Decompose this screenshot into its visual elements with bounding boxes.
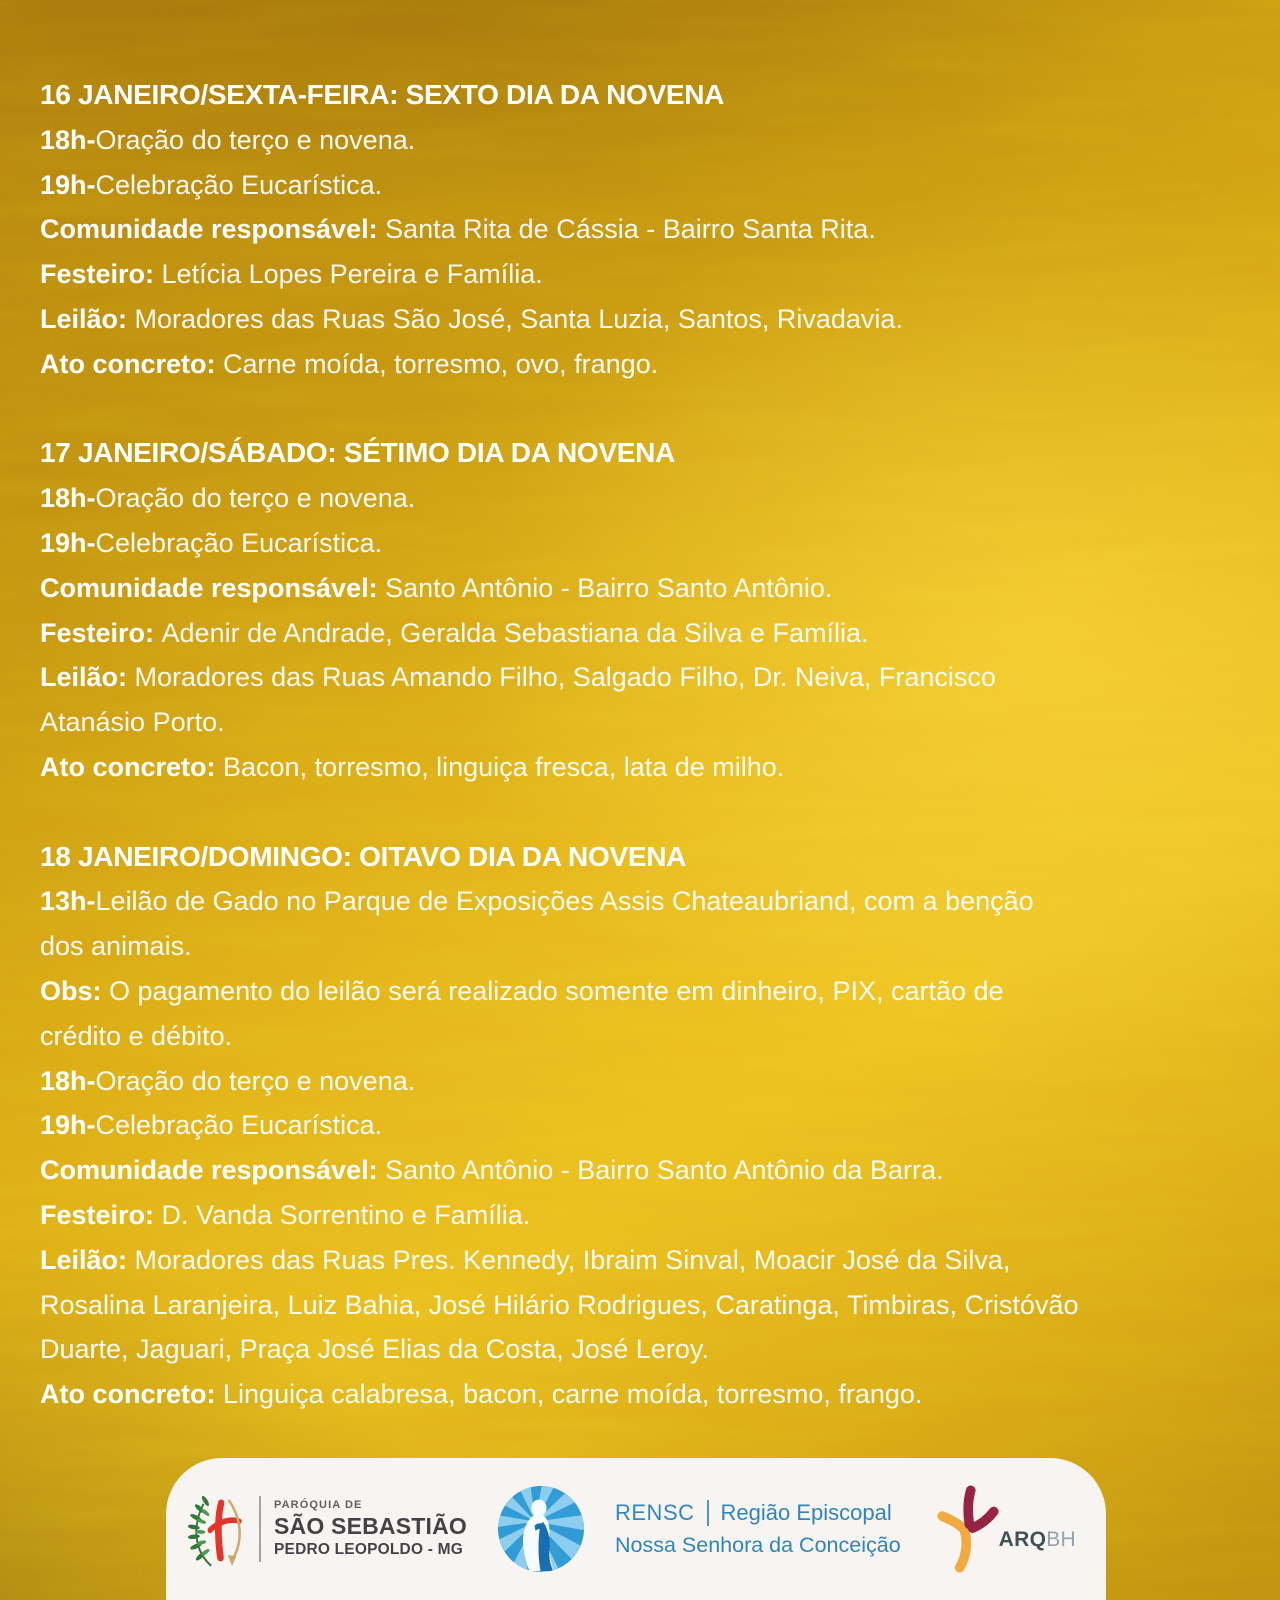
schedule-line: Ato concreto: Bacon, torresmo, linguiça fresca, lata de milho. bbox=[40, 751, 785, 782]
parish-text bbox=[274, 1499, 467, 1559]
schedule-line: Leilão: Moradores das Ruas Pres. Kennedy, Ibraim Sinval, Moacir José da Silva, bbox=[40, 1244, 1011, 1275]
footer-logos bbox=[166, 1458, 1106, 1600]
parish-name: SÃO SEBASTIÃO bbox=[274, 1513, 468, 1539]
schedule-line: Festeiro: D. Vanda Sorrentino e Família. bbox=[40, 1199, 531, 1230]
section-title: 16 JANEIRO/SEXTA-FEIRA: SEXTO DIA DA NOVENA bbox=[40, 79, 725, 110]
schedule-line: Ato concreto: Linguiça calabresa, bacon, carne moída, torresmo, frango. bbox=[40, 1379, 923, 1410]
section-title: 18 JANEIRO/DOMINGO: OITAVO DIA DA NOVENA bbox=[40, 840, 687, 872]
arqbh-logo bbox=[931, 1483, 1076, 1575]
schedule-line: 19h-Celebração Eucarística. bbox=[40, 527, 383, 558]
schedule-line: Comunidade responsável: Santo Antônio - Bairro Santo Antônio da Barra. bbox=[40, 1155, 944, 1186]
bh-label: BH bbox=[1046, 1528, 1076, 1551]
schedule-line: Comunidade responsável: Santa Rita de Cássia - Bairro Santa Rita. bbox=[40, 214, 876, 245]
novena-section bbox=[40, 835, 1265, 1417]
parish-logo bbox=[188, 1488, 467, 1570]
schedule-line: 18h-Oração do terço e novena. bbox=[40, 1065, 416, 1096]
rensc-logo bbox=[497, 1485, 901, 1573]
rensc-region: Região Episcopal bbox=[720, 1500, 892, 1525]
parish-city: PEDRO LEOPOLDO - MG bbox=[274, 1541, 463, 1558]
schedule-line: 18h-Oração do terço e novena. bbox=[40, 483, 416, 514]
novena-section bbox=[40, 73, 1265, 387]
rensc-separator bbox=[707, 1500, 709, 1526]
schedule-line: Duarte, Jaguari, Praça José Elias da Costa, José Leroy. bbox=[40, 1334, 709, 1365]
schedule-line: Rosalina Laranjeira, Luiz Bahia, José Hilário Rodrigues, Caratinga, Timbiras, Cristóvão bbox=[40, 1289, 1079, 1320]
footer-card bbox=[166, 1458, 1106, 1600]
rensc-acronym: RENSC bbox=[615, 1500, 695, 1525]
schedule-line: Comunidade responsável: Santo Antônio - Bairro Santo Antônio. bbox=[40, 572, 833, 603]
arq-label: ARQ bbox=[998, 1528, 1047, 1551]
schedule-line: 13h-Leilão de Gado no Parque de Exposições Assis Chateaubriand, com a benção bbox=[40, 886, 1034, 917]
arqbh-cross-icon bbox=[931, 1483, 1005, 1575]
schedule-line: 18h-Oração do terço e novena. bbox=[40, 124, 416, 155]
rensc-name: Nossa Senhora da Conceição bbox=[615, 1533, 901, 1557]
rensc-text bbox=[615, 1500, 901, 1558]
schedule-line: dos animais. bbox=[40, 931, 192, 962]
parish-divider bbox=[259, 1496, 261, 1562]
parish-label: PARÓQUIA DE bbox=[274, 1499, 363, 1511]
schedule-line: crédito e débito. bbox=[40, 1020, 233, 1051]
section-title: 17 JANEIRO/SÁBADO: SÉTIMO DIA DA NOVENA bbox=[40, 437, 675, 469]
nossa-senhora-icon bbox=[497, 1485, 585, 1573]
schedule-line: Leilão: Moradores das Ruas São José, Santa Luzia, Santos, Rivadavia. bbox=[40, 303, 903, 334]
rensc-region-line bbox=[615, 1500, 901, 1526]
schedule-line: Festeiro: Letícia Lopes Pereira e Família. bbox=[40, 259, 543, 290]
schedule-line: Ato concreto: Carne moída, torresmo, ovo, frango. bbox=[40, 348, 659, 379]
sao-sebastiao-emblem-icon bbox=[188, 1488, 250, 1570]
schedule-line: 19h-Celebração Eucarística. bbox=[40, 169, 383, 200]
schedule-line: Leilão: Moradores das Ruas Amando Filho, Salgado Filho, Dr. Neiva, Francisco bbox=[40, 662, 996, 693]
schedule-line: Atanásio Porto. bbox=[40, 707, 225, 738]
schedule-sections bbox=[40, 73, 1265, 1417]
novena-section bbox=[40, 431, 1265, 789]
schedule-line: 19h-Celebração Eucarística. bbox=[40, 1110, 383, 1141]
schedule-line: Obs: O pagamento do leilão será realizado somente em dinheiro, PIX, cartão de bbox=[40, 975, 1004, 1006]
schedule-line: Festeiro: Adenir de Andrade, Geralda Sebastiana da Silva e Família. bbox=[40, 617, 869, 648]
arqbh-text bbox=[999, 1528, 1076, 1552]
